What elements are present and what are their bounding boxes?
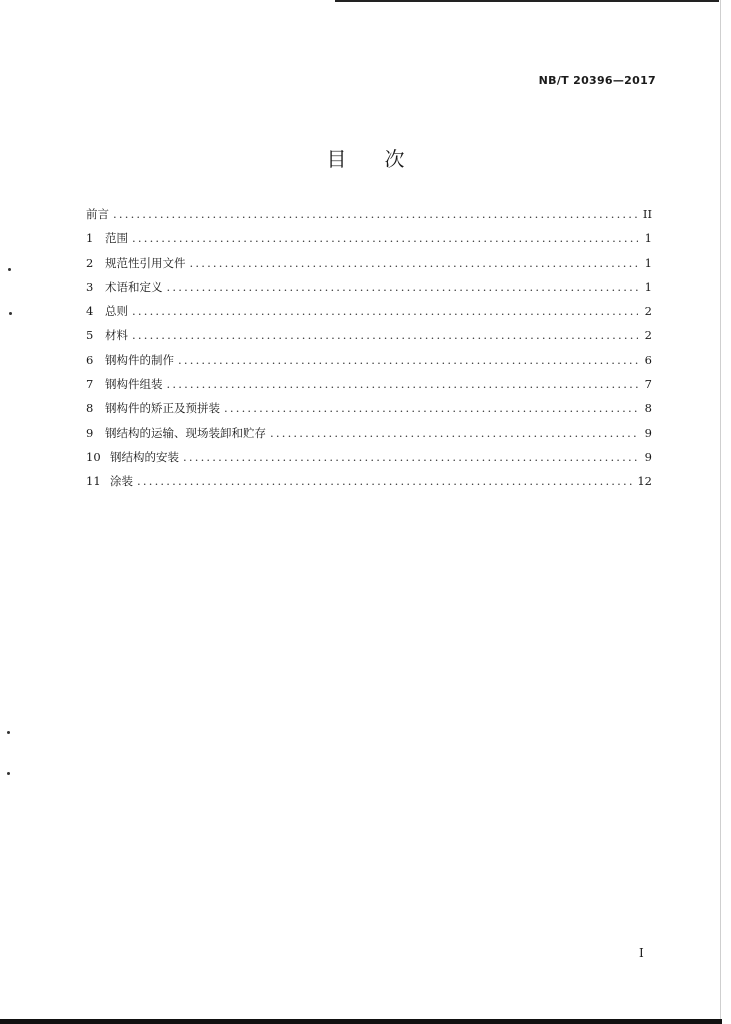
toc-entry-page: 1 [644, 231, 652, 246]
toc-entry-page: 1 [644, 255, 652, 270]
toc-entry-page: 8 [644, 401, 652, 416]
toc-entry-page: 9 [644, 449, 652, 464]
dot-leader [270, 423, 638, 443]
toc-entry[interactable] [86, 471, 652, 495]
toc-entry-title: 术语和定义 [105, 279, 163, 294]
toc-entry-number: 6 [86, 352, 94, 367]
toc-entry[interactable] [86, 253, 652, 277]
toc-entry-number: 7 [86, 377, 94, 392]
toc-entry[interactable] [86, 350, 652, 374]
toc-entry-page: 12 [637, 474, 652, 489]
toc-entry-number: 1 [86, 231, 94, 246]
toc-entry-title: 钢结构的运输、现场装卸和贮存 [105, 425, 266, 440]
toc-entry[interactable] [86, 325, 652, 349]
toc-entry-page: 1 [644, 279, 652, 294]
toc-entry-number: 2 [86, 255, 94, 270]
toc-entry-title: 规范性引用文件 [105, 255, 186, 270]
page-number: I [639, 946, 644, 960]
toc-entry-title: 总则 [105, 304, 128, 319]
dot-leader [137, 471, 633, 491]
toc-entry[interactable] [86, 398, 652, 422]
dot-leader [167, 277, 639, 297]
toc-entry-page: 6 [644, 352, 652, 367]
toc-entry-title: 钢构件的矫正及预拼装 [105, 401, 220, 416]
toc-entry[interactable] [86, 447, 652, 471]
dot-leader [113, 204, 638, 224]
scan-speck [7, 731, 10, 734]
toc-entry[interactable] [86, 374, 652, 398]
dot-leader [190, 253, 639, 273]
document-code: NB/T 20396—2017 [538, 74, 656, 87]
toc-entry-title: 前言 [86, 207, 109, 221]
toc-entry-title: 钢构件组装 [105, 377, 163, 392]
toc-entry-title: 钢结构的安装 [110, 449, 179, 464]
dot-leader [224, 398, 638, 418]
dot-leader [132, 325, 638, 345]
toc-entry-title: 涂装 [110, 474, 133, 489]
dot-leader [132, 301, 638, 321]
toc-entry-title: 材料 [105, 328, 128, 343]
toc-entry-number: 11 [86, 474, 101, 489]
toc-entry-page: 9 [644, 425, 652, 440]
scan-speck [8, 268, 11, 271]
dot-leader [178, 350, 638, 370]
toc-entry-number: 5 [86, 328, 94, 343]
toc-entry-page: 2 [644, 328, 652, 343]
toc-entry-title: 钢构件的制作 [105, 352, 174, 367]
toc-entry[interactable] [86, 301, 652, 325]
table-of-contents [86, 204, 652, 496]
toc-entry[interactable] [86, 277, 652, 301]
dot-leader [167, 374, 639, 394]
dot-leader [132, 228, 638, 248]
scan-speck [7, 772, 10, 775]
dot-leader [183, 447, 638, 467]
toc-entry-page: II [642, 207, 652, 221]
toc-entry-number: 4 [86, 304, 94, 319]
toc-entry-page: 2 [644, 304, 652, 319]
toc-entry-page: 7 [644, 377, 652, 392]
toc-entry-number: 8 [86, 401, 94, 416]
scan-top-border [335, 0, 719, 2]
toc-entry-number: 3 [86, 279, 94, 294]
toc-entry-title: 范围 [105, 231, 128, 246]
toc-entry-foreword[interactable] [86, 204, 652, 228]
toc-entry-number: 9 [86, 425, 94, 440]
scan-bottom-border [0, 1019, 722, 1024]
page-title: 目次 [326, 147, 443, 171]
toc-entry-number: 10 [86, 449, 101, 464]
scan-speck [9, 312, 12, 315]
toc-entry[interactable] [86, 423, 652, 447]
toc-entry[interactable] [86, 228, 652, 252]
